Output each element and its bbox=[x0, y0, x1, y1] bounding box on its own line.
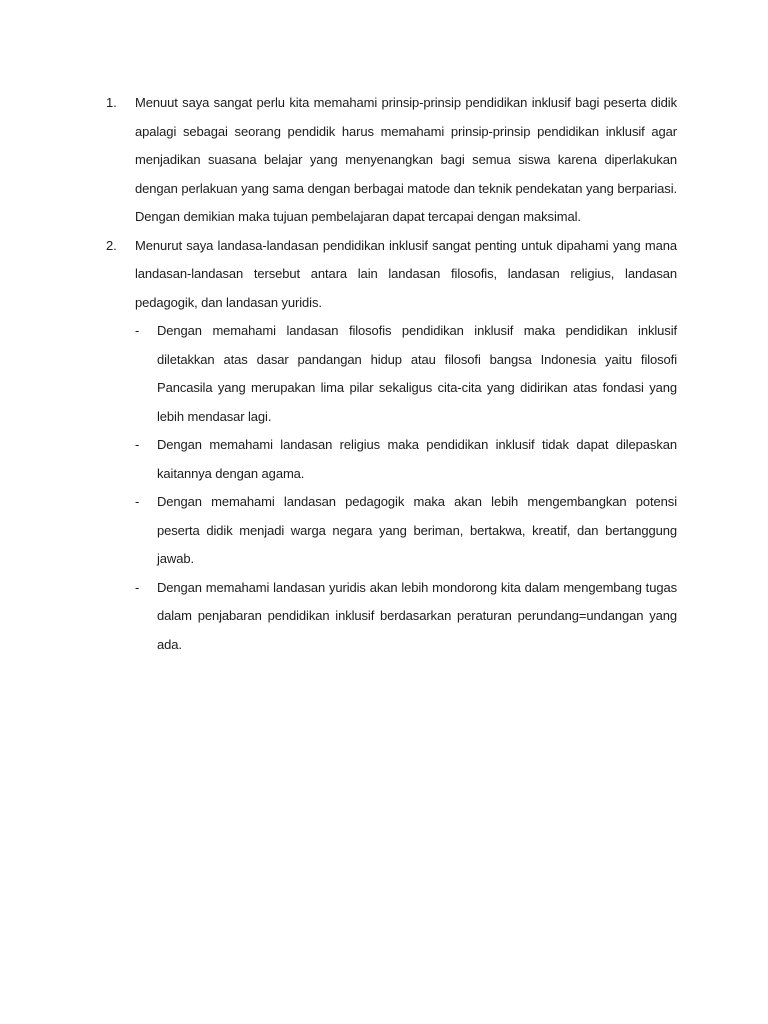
dash-marker: - bbox=[135, 437, 140, 452]
sub-bullet-item bbox=[135, 317, 677, 431]
list-item-1 bbox=[106, 89, 677, 232]
sub-bullet-item bbox=[135, 431, 677, 488]
dash-marker: - bbox=[135, 579, 140, 595]
item-paragraph: Menuut saya sangat perlu kita memahami prinsip-prinsip pendidikan inklusif bagi peserta didik apalagi sebagai seorang pendidik harus memahami prinsip-prinsip pendidikan inklusif agar menjadikan suasana belajar yang menyenangkan bagi semua siswa karena diperlakukan dengan perlakuan yang sama dengan berbagai matode dan teknik pendekatan yang berpariasi. Dengan demikian maka tujuan pembelajaran dapat tercapai dengan maksimal. bbox=[135, 95, 677, 224]
document-body bbox=[106, 89, 677, 659]
dash-marker: - bbox=[135, 323, 140, 338]
item-number: 1. bbox=[106, 95, 117, 110]
sub-bullet-item bbox=[135, 574, 677, 660]
item-paragraph: Menurut saya landasa-landasan pendidikan inklusif sangat penting untuk dipahami yang mana landasan-landasan tersebut antara lain landasan filosofis, landasan religius, landasan pedagogik, dan landasan yuridis. bbox=[135, 237, 677, 310]
item-body bbox=[135, 232, 677, 660]
list-item-2 bbox=[106, 232, 677, 660]
dash-marker: - bbox=[135, 494, 140, 509]
sub-bullet-text: Dengan memahami landasan yuridis akan lebih mondorong kita dalam mengembang tugas dalam penjabaran pendidikan inklusif berdasarkan peraturan perundang=undangan yang ada. bbox=[157, 579, 677, 652]
item-body bbox=[135, 89, 677, 232]
sub-bullet-list bbox=[135, 317, 677, 659]
sub-bullet-text: Dengan memahami landasan pedagogik maka akan lebih mengembangkan potensi peserta didik menjadi warga negara yang beriman, bertakwa, kreatif, dan bertanggung jawab. bbox=[157, 494, 677, 566]
sub-bullet-text: Dengan memahami landasan filosofis pendidikan inklusif maka pendidikan inklusif diletakkan atas dasar pandangan hidup atau filosofi bangsa Indonesia yaitu filosofi Pancasila yang merupakan lima pilar sekaligus cita-cita yang didirikan atas fondasi yang lebih mendasar lagi. bbox=[157, 323, 677, 424]
item-number: 2. bbox=[106, 237, 117, 253]
sub-bullet-item bbox=[135, 488, 677, 574]
sub-bullet-text: Dengan memahami landasan religius maka pendidikan inklusif tidak dapat dilepaskan kaitannya dengan agama. bbox=[157, 437, 677, 481]
